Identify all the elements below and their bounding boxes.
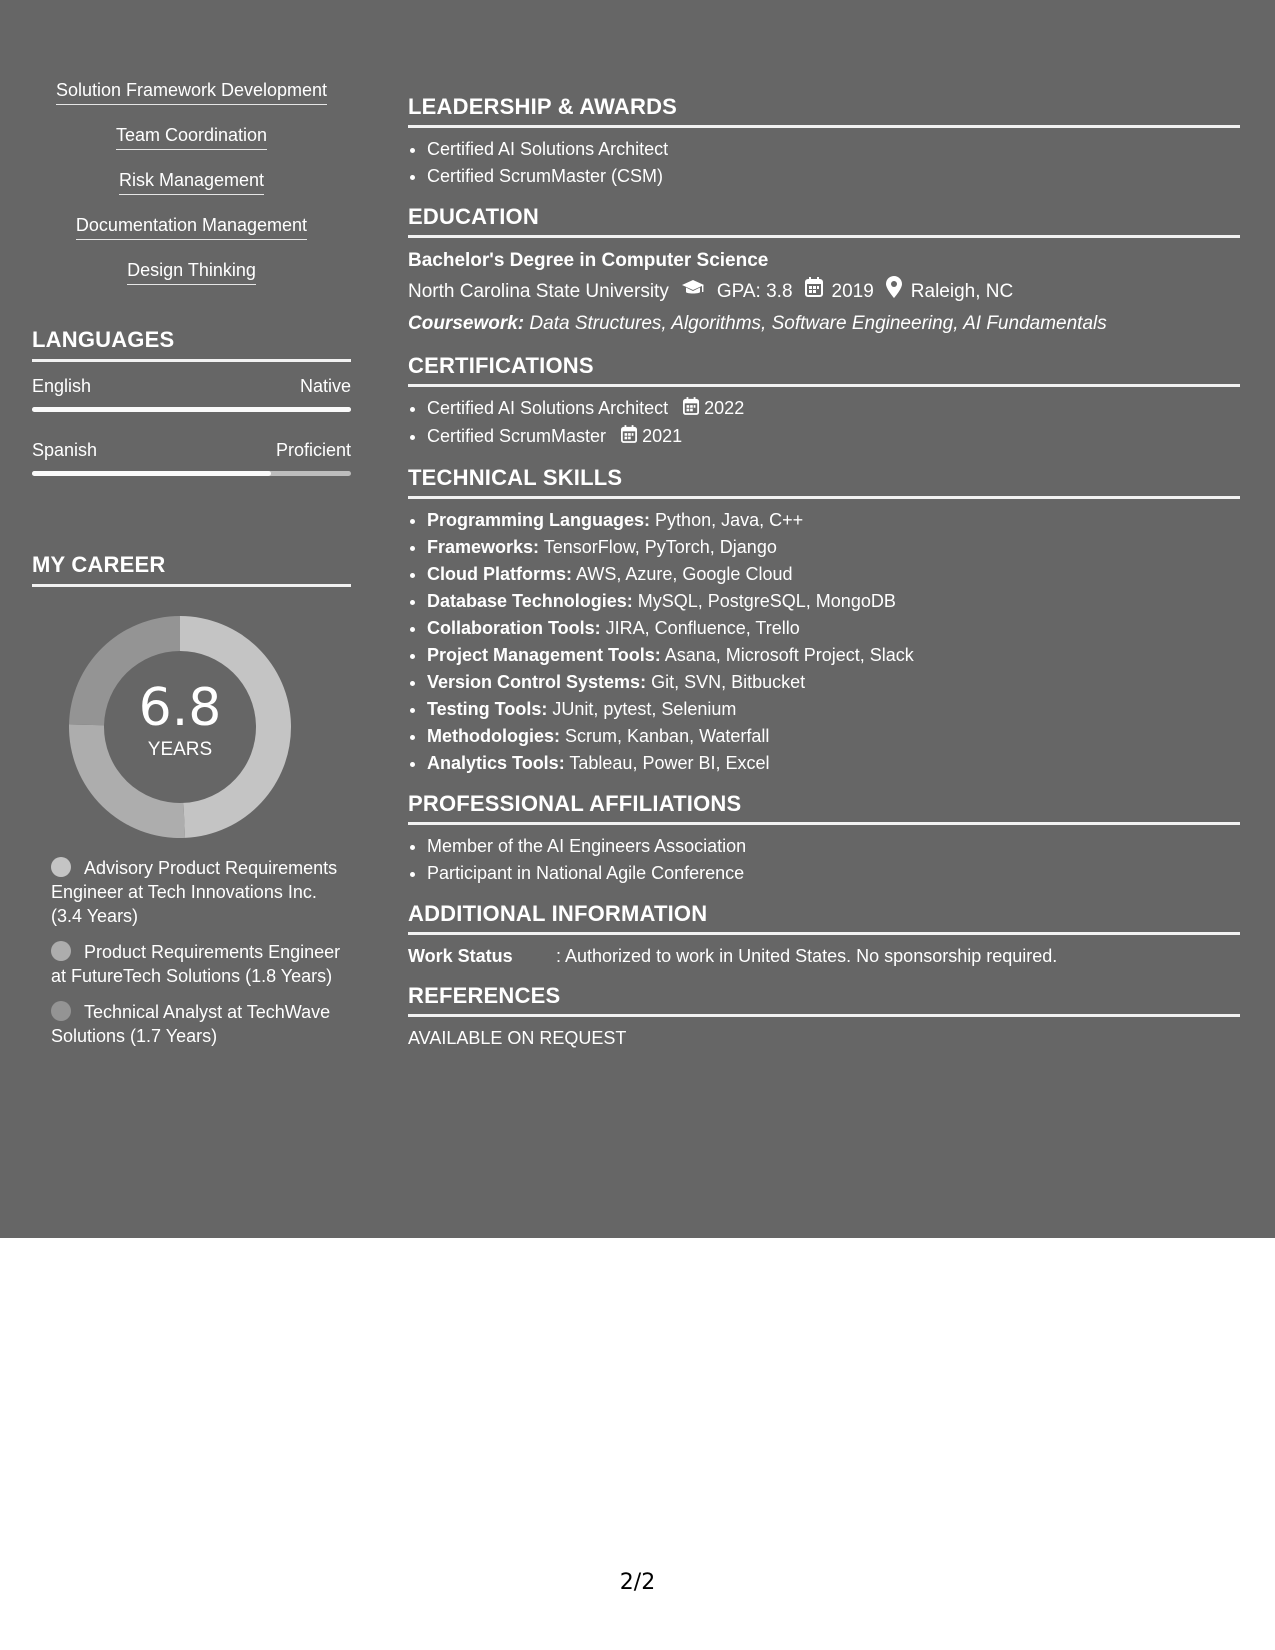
skill-values: JIRA, Confluence, Trello xyxy=(605,617,800,638)
certification-name: Certified AI Solutions Architect xyxy=(427,398,669,418)
skill-category: Testing Tools: xyxy=(427,698,548,719)
list-item: • Certified AI Solutions Architect xyxy=(427,136,1240,163)
education-details xyxy=(408,276,1240,308)
language-bar-fill xyxy=(32,407,351,412)
skill-category: Programming Languages: xyxy=(427,509,651,530)
skill-tag: Risk Management xyxy=(119,170,264,195)
coursework xyxy=(408,308,1240,339)
languages-section xyxy=(32,327,351,476)
calendar-icon xyxy=(621,424,637,451)
career-legend-item xyxy=(51,940,351,988)
legend-dot xyxy=(51,1001,71,1021)
coursework-list: Data Structures, Algorithms, Software Engineering, AI Fundamentals xyxy=(529,313,1107,334)
list-item: • Certified ScrumMaster (CSM) xyxy=(427,163,1240,190)
skill-values: Python, Java, C++ xyxy=(655,509,804,530)
list-item xyxy=(427,423,1240,451)
career-total-unit: YEARS xyxy=(147,739,213,760)
technical-skills-section xyxy=(408,465,1240,777)
skill-category: Cloud Platforms: xyxy=(427,563,573,584)
language-name: Spanish xyxy=(32,440,98,460)
leadership-section xyxy=(408,94,1240,190)
list-item xyxy=(427,642,1240,669)
career-donut-chart xyxy=(32,607,351,847)
languages-heading: LANGUAGES xyxy=(32,327,351,362)
references-heading: REFERENCES xyxy=(408,983,1240,1017)
skill-values: Asana, Microsoft Project, Slack xyxy=(664,644,914,665)
skill-values: MySQL, PostgreSQL, MongoDB xyxy=(637,590,896,611)
skill-category: Collaboration Tools: xyxy=(427,617,601,638)
skill-values: TensorFlow, PyTorch, Django xyxy=(543,536,777,557)
list-item xyxy=(427,395,1240,423)
legend-dot xyxy=(51,857,71,877)
skill-values: AWS, Azure, Google Cloud xyxy=(576,563,793,584)
list-item: • Member of the AI Engineers Association xyxy=(427,833,1240,860)
career-role-label: Technical Analyst at TechWave Solutions (1.7 Years) xyxy=(51,1002,331,1046)
skill-tag: Team Coordination xyxy=(116,125,267,150)
language-level: Proficient xyxy=(275,440,351,460)
language-level: Native xyxy=(299,376,351,396)
language-item xyxy=(32,376,351,412)
list-item xyxy=(427,723,1240,750)
certifications-heading: CERTIFICATIONS xyxy=(408,353,1240,387)
skill-category: Frameworks: xyxy=(427,536,540,557)
list-item xyxy=(427,588,1240,615)
education-section xyxy=(408,204,1240,339)
career-legend xyxy=(32,856,351,1048)
career-heading: MY CAREER xyxy=(32,552,351,587)
work-status-row xyxy=(408,943,1240,969)
skill-values: Git, SVN, Bitbucket xyxy=(651,671,806,692)
coursework-label: Coursework: xyxy=(408,313,525,334)
skill-category: Methodologies: xyxy=(427,725,560,746)
calendar-icon xyxy=(683,396,699,423)
affiliations-section xyxy=(408,791,1240,887)
page-number: 2/2 xyxy=(619,1570,656,1595)
references-text: AVAILABLE ON REQUEST xyxy=(408,1027,627,1048)
references-section xyxy=(408,983,1240,1051)
career-role-label: Product Requirements Engineer at FutureTech Solutions (1.8 Years) xyxy=(51,942,341,986)
map-pin-icon xyxy=(886,276,902,308)
career-total-value: 6.8 xyxy=(138,678,222,738)
graduation-year: 2019 xyxy=(831,281,874,302)
certification-year: 2022 xyxy=(704,398,745,418)
career-legend-item xyxy=(51,856,351,928)
career-legend-item xyxy=(51,1000,351,1048)
legend-dot xyxy=(51,941,71,961)
certifications-section xyxy=(408,353,1240,451)
certification-name: Certified ScrumMaster xyxy=(427,425,607,446)
affiliations-heading: PROFESSIONAL AFFILIATIONS xyxy=(408,791,1240,825)
list-item xyxy=(427,669,1240,696)
skill-values: JUnit, pytest, Selenium xyxy=(552,698,737,719)
skill-category: Analytics Tools: xyxy=(427,752,565,773)
certification-year: 2021 xyxy=(642,425,683,446)
right-column xyxy=(408,94,1240,1065)
language-name: English xyxy=(32,376,92,396)
skill-tag: Design Thinking xyxy=(127,260,256,285)
graduation-cap-icon xyxy=(681,277,705,307)
skill-category: Project Management Tools: xyxy=(427,644,661,665)
list-item xyxy=(427,534,1240,561)
language-bar-fill xyxy=(32,471,271,476)
school-name: North Carolina State University xyxy=(408,281,669,302)
additional-info-heading: ADDITIONAL INFORMATION xyxy=(408,901,1240,935)
career-section xyxy=(32,552,351,1048)
skill-tag: Solution Framework Development xyxy=(56,80,327,105)
list-item xyxy=(427,507,1240,534)
language-item xyxy=(32,440,351,476)
technical-skills-heading: TECHNICAL SKILLS xyxy=(408,465,1240,499)
education-location: Raleigh, NC xyxy=(910,281,1014,302)
left-column xyxy=(32,80,351,1060)
degree-title: Bachelor's Degree in Computer Science xyxy=(408,250,769,271)
gpa-value: GPA: 3.8 xyxy=(716,281,793,302)
work-status-value: : Authorized to work in United States. No sponsorship required. xyxy=(556,945,1058,966)
leadership-heading: LEADERSHIP & AWARDS xyxy=(408,94,1240,128)
skill-category: Database Technologies: xyxy=(427,590,633,611)
career-role-label: Advisory Product Requirements Engineer at Tech Innovations Inc. (3.4 Years) xyxy=(51,858,338,926)
language-bar xyxy=(32,471,351,476)
list-item xyxy=(427,561,1240,588)
list-item xyxy=(427,750,1240,777)
list-item: • Participant in National Agile Conference xyxy=(427,860,1240,887)
skill-category: Version Control Systems: xyxy=(427,671,647,692)
work-status-label: Work Status xyxy=(408,945,513,966)
skill-values: Scrum, Kanban, Waterfall xyxy=(565,725,770,746)
skill-values: Tableau, Power BI, Excel xyxy=(569,752,770,773)
calendar-icon xyxy=(805,277,823,307)
skills-list xyxy=(32,80,351,305)
education-heading: EDUCATION xyxy=(408,204,1240,238)
additional-info-section xyxy=(408,901,1240,969)
list-item xyxy=(427,615,1240,642)
list-item xyxy=(427,696,1240,723)
language-bar xyxy=(32,407,351,412)
skill-tag: Documentation Management xyxy=(76,215,307,240)
